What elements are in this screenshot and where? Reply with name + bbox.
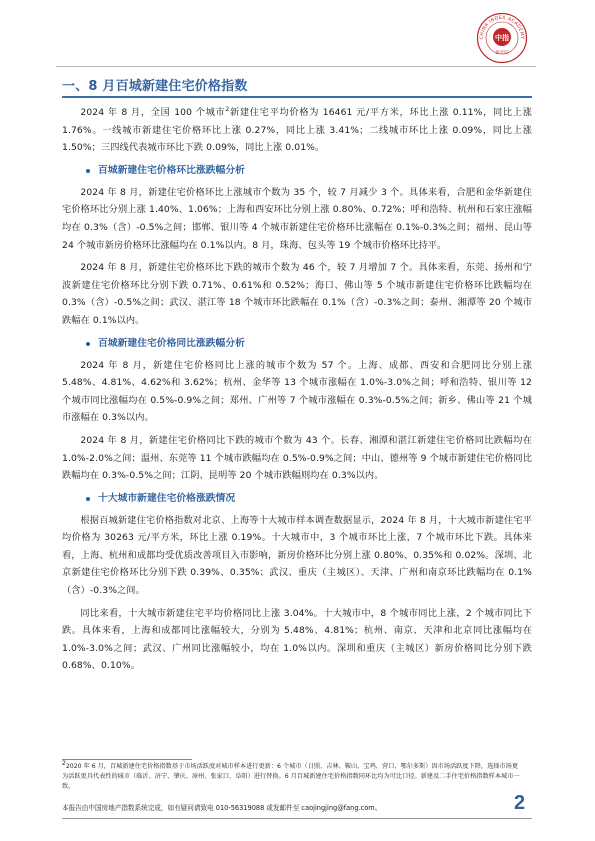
header-divider [56, 66, 536, 67]
page-number: 2 [514, 792, 526, 814]
china-index-academy-logo [476, 12, 528, 64]
paragraph-national-overview: 2024 年 8 月，全国 100 个城市$^2$新建住宅平均价格为 16461 元/平方米，环比上涨 0.11%，同比上涨 1.76%。一线城市新建住宅价格环比上涨 0.27%，同比上涨 3.41%；二线城市环比上涨 0.09%，同比上涨 1.50%；三四线代表城市环比下跌 0.09%，同比上涨 0.01%。 [62, 105, 532, 154]
paragraph-mom-rise: 2024 年 8 月，新建住宅价格环比上涨城市个数为 35 个，较 7 月减少 3 个。具体来看，合肥和金华新建住宅价格环比分别上涨 1.40%、1.06%；上海和西安环比分别上涨 0.80%、0.72%；呼和浩特、杭州和石家庄涨幅均在 0.3%（含）-0.5%之间；邯郸、银川等 4 个城市新建住宅价格环比涨幅在 0.1%-0.3%之间；福州、昆山等 24 个城市新房价格环比涨幅均在 0.1%以内。8 月，珠海、包头等 19 个城市价格环比持平。 [62, 186, 532, 251]
subheading-top-ten-cities: 十大城市新建住宅价格涨跌情况 [62, 490, 532, 508]
section-title: 一、8 月百城新建住宅价格指数 [62, 79, 248, 94]
svg-text:中指: 中指 [495, 34, 509, 42]
bullet-icon [86, 169, 90, 173]
paragraph-top-ten-yoy: 同比来看，十大城市新建住宅平均价格同比上涨 3.04%。十大城市中，8 个城市同比上涨，2 个城市同比下跌。具体来看，上海和成都同比涨幅较大，分别为 5.48%、4.81%；杭州、南京、天津和北京同比涨幅均在 1.0%-3.0%之间；武汉、广州同比涨幅较小，均在 1.0%以内。深圳和重庆（主城区）新房价格同比分别下跌 0.68%、0.10%。 [62, 607, 532, 672]
paragraph-yoy-fall: 2024 年 8 月，新建住宅价格同比下跌的城市个数为 43 个。长春、湘潭和湛江新建住宅价格同比跌幅均在 1.0%-2.0%之间；温州、东莞等 11 个城市跌幅均在 0.5%-0.9%之间；中山、德州等 9 个城市新建住宅价格同比跌幅均在 0.3%-0.5%之间；江阴、昆明等 20 个城市跌幅则均在 0.3%以内。 [62, 434, 532, 482]
footer-contact: 本报告由中国房地产指数系统完成，如有疑问请致电 010-56319088 或发邮件至 caojingjing@fang.com。 [62, 804, 382, 812]
report-body [62, 104, 532, 680]
paragraph-yoy-rise: 2024 年 8 月，新建住宅价格同比上涨的城市个数为 57 个。上海、成都、西安和合肥同比分别上涨 5.48%、4.81%、4.62%和 3.62%；杭州、金华等 13 个城市涨幅在 1.0%-3.0%之间；呼和浩特、银川等 12 个城市同比涨幅均在 0.5%-0.9%之间；郑州、广州等 7 个城市涨幅在 0.3%-0.5%之间；新乡、佛山等 21 个城市涨幅在 0.3%以内。 [62, 359, 532, 424]
footer-divider [62, 818, 532, 819]
bullet-icon [86, 342, 90, 346]
bullet-icon [86, 497, 90, 501]
svg-text:研究院: 研究院 [495, 51, 509, 56]
paragraph-mom-fall: 2024 年 8 月，新建住宅价格环比下跌的城市个数为 46 个，较 7 月增加 7 个。具体来看，东莞、扬州和宁波新建住宅价格环比分别下跌 0.71%、0.61%和 0.52%；海口、佛山等 5 个城市新建住宅价格环比跌幅均在 0.3%（含）-0.5%之间；武汉、湛江等 18 个城市环比跌幅在 0.1%（含）-0.3%之间；泰州、湘潭等 20 个城市跌幅在 0.1%以内。 [62, 262, 532, 326]
footnote-ref[interactable]: 2 [225, 105, 230, 113]
subheading-yoy-analysis: 百城新建住宅价格同比涨跌幅分析 [62, 335, 532, 353]
footnote: $^2$2020 年 6 月，百城新建住宅价格指数基于市场活跃度对城市样本进行更新：6 个城市（日照、吉林、鞍山、宝鸡、营口、鄂尔多斯）因市场活跃度下降，选择市场更为活跃更具代表性的城市（临沂、济宁、肇庆、漳州、张家口、阜阳）进行替换。6 月百城新建住宅价格指数同环比均为可比口径。新建及二手住宅价格指数样本城市一致。 [62, 759, 520, 791]
paragraph-top-ten-mom: 根据百城新建住宅价格指数对北京、上海等十大城市样本调查数据显示，2024 年 8 月，十大城市新建住宅平均价格为 30263 元/平方米，环比上涨 0.19%。十大城市中，3 个城市环比上涨，7 个城市环比下跌。具体来看，上海、杭州和成都均受优质改善项目入市影响，新房价格环比分别上涨 0.80%、0.35%和 0.02%。深圳、北京新建住宅价格环比分别下跌 0.39%、0.35%；武汉、重庆（主城区）、天津、广州和南京环比跌幅均在 0.1%（含）-0.3%之间。 [62, 514, 532, 597]
footnote-divider [62, 759, 192, 760]
svg-text:CHINA INDEX ACADEMY: CHINA INDEX ACADEMY [479, 15, 525, 40]
section-title-underline [62, 96, 532, 98]
subheading-mom-analysis: 百城新建住宅价格环比涨跌幅分析 [62, 162, 532, 180]
